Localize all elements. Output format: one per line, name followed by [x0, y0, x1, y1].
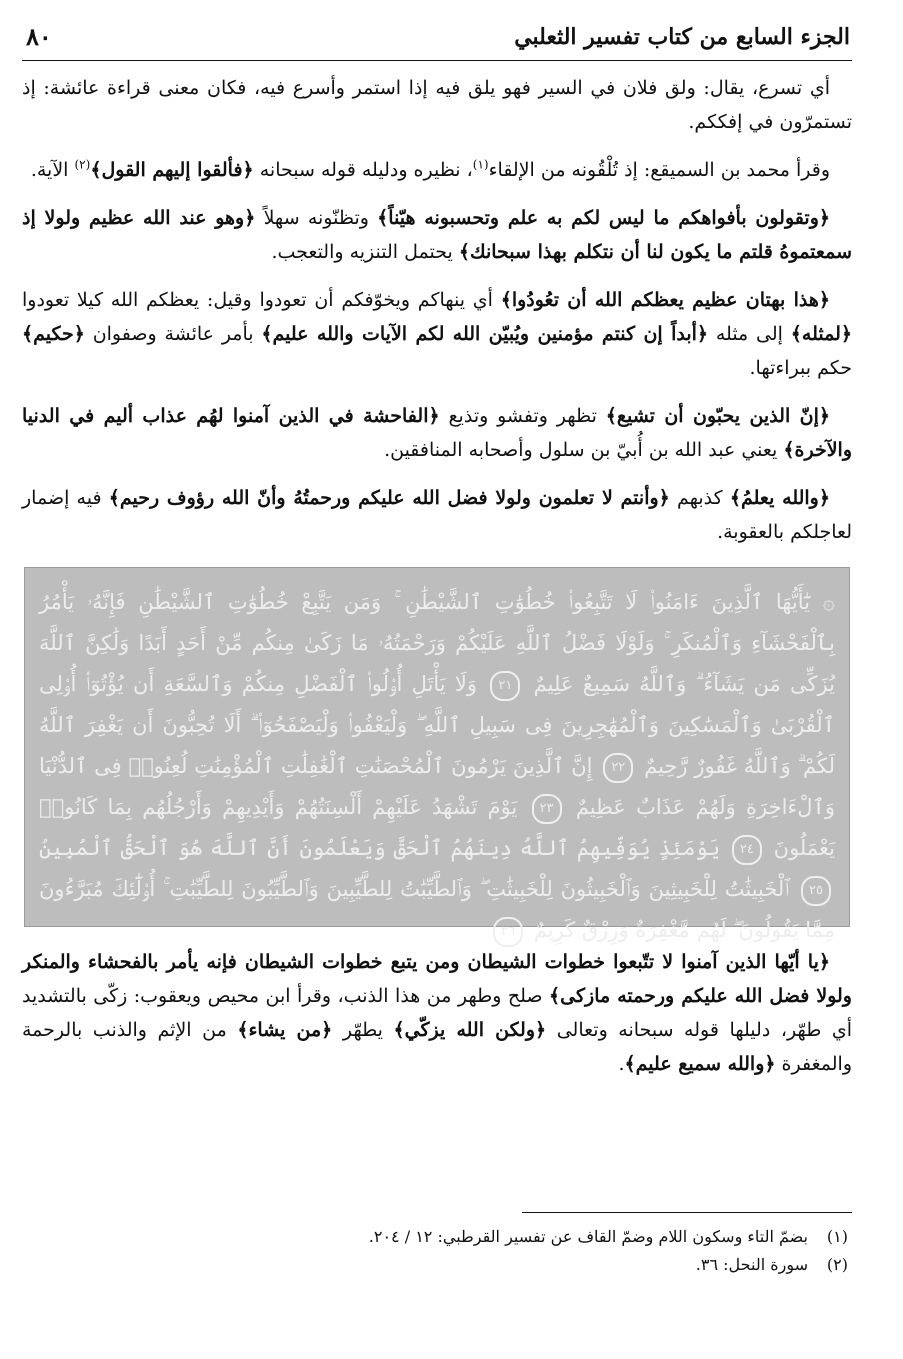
- paragraph-7: [22, 945, 852, 1081]
- ayah-text: إِنَّ ٱلَّذِينَ يَرْمُونَ ٱلْمُحْصَنَٰتِ ٱلْغَٰفِلَٰتِ ٱلْمُؤْمِنَٰتِ لُعِنُوا۟ فِى ٱلدُّنْيَا وَٱلْءَاخِرَةِ وَلَهُمْ عَذَابٌ عَظِيمٌ: [39, 754, 835, 819]
- ayah-number-marker: ٢٥: [801, 876, 831, 906]
- quran-quote: ﴿وتقولون بأفواهكم ما ليس لكم به علم وتحسبونه هيّناً﴾: [377, 207, 830, 229]
- quran-quote: ﴿فألقوا إليهم القول﴾: [90, 159, 254, 181]
- paragraph-text: وقرأ محمد بن السميقع: إذ تُلْقُونه من الإلقاء: [488, 159, 830, 181]
- paragraph-text: إلى مثله: [708, 323, 791, 345]
- quran-quote: ﴿إنّ الذين يحبّون أن تشيع﴾: [605, 405, 831, 427]
- ayah-text: يَوْمَئِذٍ يُوَفِّيهِمُ ٱللَّهُ دِينَهُمُ ٱلْحَقَّ وَيَعْلَمُونَ أَنَّ ٱللَّهَ هُوَ ٱلْحَقُّ ٱلْمُبِينُ: [39, 836, 721, 860]
- paragraph-text: .: [618, 1053, 625, 1075]
- quran-quote: ﴿الفاحشة في الذين آمنوا لهُم عذاب أليم في الدنيا والآخرة﴾: [22, 405, 852, 461]
- paragraph-2: [22, 153, 852, 187]
- ayah-number-marker: ٢١: [490, 671, 520, 701]
- footnote-ref[interactable]: (١): [472, 157, 489, 172]
- ayah-text: وَلَا يَأْتَلِ أُو۟لُوا۟ ٱلْفَضْلِ مِنكُمْ وَٱلسَّعَةِ أَن يُؤْتُوٓا۟ أُو۟لِى ٱلْقُرْبَىٰ وَٱلْمَسَٰكِينَ وَٱلْمُهَٰجِرِينَ فِى سَبِيلِ ٱللَّهِ ۖ وَلْيَعْفُوا۟ وَلْيَصْفَحُوٓا۟ ۗ أَلَا تُحِبُّونَ أَن يَغْفِرَ ٱللَّهُ لَكُمْ ۗ وَٱللَّهُ غَفُورٌ رَّحِيمٌ: [39, 672, 835, 778]
- quran-quote: ﴿أبداً إن كنتم مؤمنين ويُبيّن الله لكم الآيات والله عليم﴾: [261, 323, 709, 345]
- quran-verses-box: [24, 567, 850, 942]
- quran-verses-text: [39, 582, 835, 951]
- paragraph-text: الآية.: [30, 159, 75, 181]
- footnote-text: سورة النحل: ٣٦.: [695, 1255, 808, 1274]
- quran-quote: ﴿من يشاء﴾: [237, 1019, 333, 1041]
- running-title: الجزء السابع من كتاب تفسير الثعلبي: [514, 24, 850, 50]
- footnote-2: [26, 1251, 848, 1279]
- paragraph-text: أي تسرع، يقال: ولق فلان في السير فهو يلق فيه إذا استمر وأسرع فيه، فكان معنى قراءة عائشة: إذ تستمرّون في إفككم.: [22, 77, 852, 133]
- paragraph-text: أي ينهاكم ويخوّفكم أن تعودوا وقيل: يعظكم الله كيلا تعودوا: [22, 289, 501, 311]
- paragraph-6: [22, 481, 852, 549]
- ayah-number-marker: ٢٣: [532, 794, 562, 824]
- book-page: [22, 22, 852, 1332]
- quran-quote: ﴿يا أيّها الذين آمنوا لا تتّبعوا خطوات الشيطان ومن يتبع خطوات الشيطان فإنه يأمر بالفحشاء والمنكر ولولا فضل الله عليكم ورحمته مازكى﴾: [22, 951, 852, 1007]
- paragraph-text: ، نظيره ودليله قوله سبحانه: [253, 159, 473, 181]
- quran-quote: ﴿وهو عند الله عظيم ولولا إذ سمعتموهُ قلتم ما يكون لنا أن نتكلم بهذا سبحانك﴾: [22, 207, 852, 263]
- ayah-text: ٱلْخَبِيثَٰتُ لِلْخَبِيثِينَ وَٱلْخَبِيثُونَ لِلْخَبِيثَٰتِ ۖ وَٱلطَّيِّبَٰتُ لِلطَّيِّبِينَ وَٱلطَّيِّبُونَ لِلطَّيِّبَٰتِ ۚ أُو۟لَٰٓئِكَ مُبَرَّءُونَ مِمَّا يَقُولُونَ ۖ لَهُم مَّغْفِرَةٌ وَرِزْقٌ كَرِيمٌ: [39, 877, 835, 942]
- footnote-ref[interactable]: (٢): [74, 157, 91, 172]
- paragraph-text: وتظنّونه سهلاً: [255, 207, 378, 229]
- paragraph-text: يعني عبد الله بن أُبيّ بن سلول وأصحابه المنافقين.: [384, 439, 784, 461]
- quran-quote: ﴿والله يعلمُ﴾: [729, 487, 830, 509]
- page-header: [22, 22, 852, 61]
- footnote-number: (٢): [826, 1255, 848, 1274]
- footnote-1: [26, 1223, 848, 1251]
- paragraph-text: يحتمل التنزيه والتعجب.: [271, 241, 459, 263]
- quran-quote: ﴿والله سميع عليم﴾: [624, 1053, 776, 1075]
- paragraph-4: [22, 283, 852, 385]
- paragraph-text: يطهّر: [332, 1019, 394, 1041]
- page-number: ٨٠: [26, 22, 52, 51]
- paragraph-5: [22, 399, 852, 467]
- quran-quote: ﴿ولكن الله يزكّي﴾: [393, 1019, 547, 1041]
- paragraph-text: حكم ببراءتها.: [749, 357, 852, 379]
- ayah-number-marker: ٢٦: [493, 917, 523, 947]
- footnote-number: (١): [826, 1227, 848, 1246]
- main-text: [22, 71, 852, 1081]
- quran-quote: ﴿لمثله﴾: [790, 323, 853, 345]
- paragraph-text: صلح وطهر من هذا الذنب، وقرأ ابن محيص ويعقوب: زكّى بالتشديد أي طهّر، دليلها قوله سبحانه وتعالى: [22, 985, 853, 1041]
- paragraph-text: تظهر وتفشو وتذيع: [439, 405, 606, 427]
- paragraph-text: من الإثم والذنب بالرحمة والمغفرة: [22, 1019, 852, 1075]
- footnotes: [22, 1212, 852, 1279]
- quran-quote: ﴿وأنتم لا تعلمون ولولا فضل الله عليكم ورحمتُهُ وأنّ الله رؤوف رحيم﴾: [108, 487, 670, 509]
- quran-quote: ﴿هذا بهتان عظيم يعظكم الله أن تعُودُوا﴾: [500, 289, 831, 311]
- paragraph-1: [22, 71, 852, 139]
- ayah-text: ۞ يَٰٓأَيُّهَا ٱلَّذِينَ ءَامَنُوا۟ لَا تَتَّبِعُوا۟ خُطُوَٰتِ ٱلشَّيْطَٰنِ ۚ وَمَن يَتَّبِعْ خُطُوَٰتِ ٱلشَّيْطَٰنِ فَإِنَّهُۥ يَأْمُرُ بِٱلْفَحْشَآءِ وَٱلْمُنكَرِ ۚ وَلَوْلَا فَضْلُ ٱللَّهِ عَلَيْكُمْ وَرَحْمَتُهُۥ مَا زَكَىٰ مِنكُم مِّنْ أَحَدٍ أَبَدًا وَلَٰكِنَّ ٱللَّهَ يُزَكِّى مَن يَشَآءُ ۗ وَٱللَّهُ سَمِيعٌ عَلِيمٌ: [39, 590, 835, 696]
- paragraph-text: بأمر عائشة وصفوان: [84, 323, 262, 345]
- ayah-number-marker: ٢٤: [732, 835, 762, 865]
- footnote-separator: [522, 1212, 852, 1213]
- paragraph-3: [22, 201, 852, 269]
- paragraph-text: كذبهم: [669, 487, 730, 509]
- quran-quote: ﴿حكيم﴾: [22, 323, 85, 345]
- ayah-text: يَوْمَ تَشْهَدُ عَلَيْهِمْ أَلْسِنَتُهُمْ وَأَيْدِيهِمْ وَأَرْجُلُهُم بِمَا كَانُوا۟ يَعْمَلُونَ: [39, 795, 835, 860]
- paragraph-text: فيه إضمار لعاجلكم بالعقوبة.: [22, 487, 852, 543]
- footnote-text: بضمّ التاء وسكون اللام وضمّ القاف عن تفسير القرطبي: ١٢ / ٢٠٤.: [368, 1227, 808, 1246]
- ayah-number-marker: ٢٢: [603, 753, 633, 783]
